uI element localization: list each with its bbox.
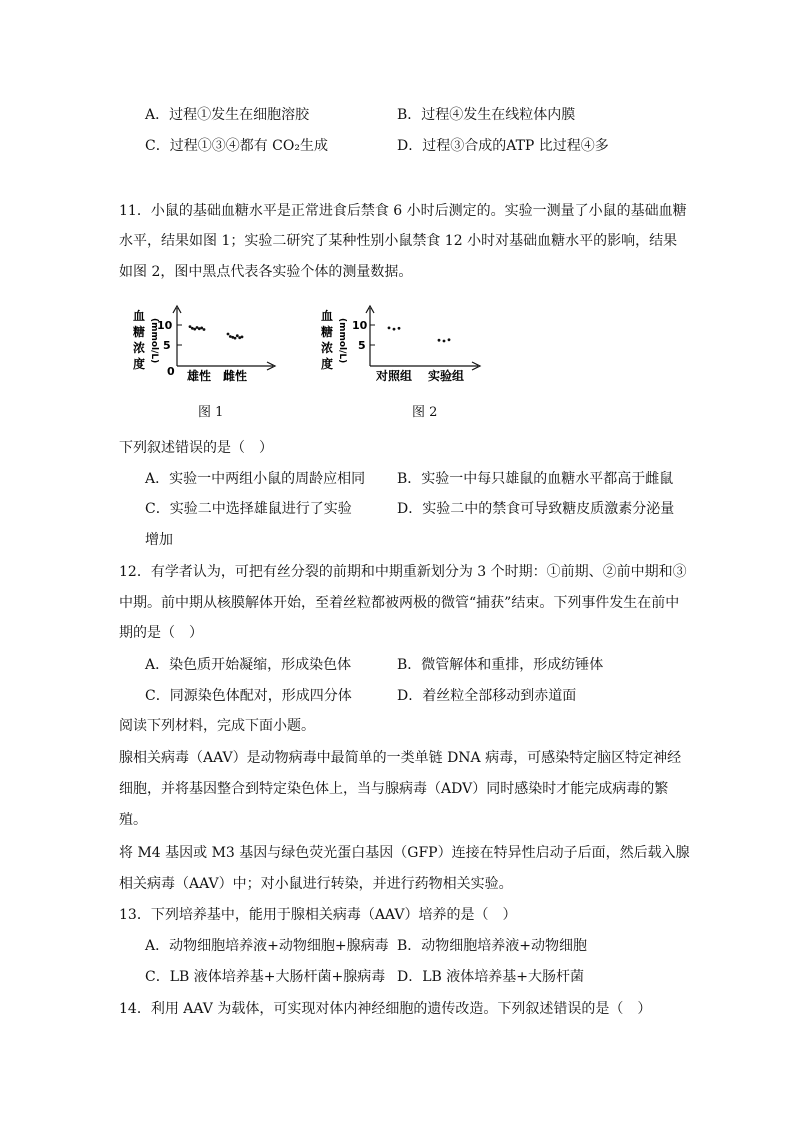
- fig1-tick-10: 10: [157, 319, 173, 332]
- q11-option-b: B．实验一中每只雄鼠的血糖水平都高于雌鼠: [397, 471, 674, 487]
- figure-1-scatter: [125, 300, 285, 390]
- fig1-point: [198, 327, 201, 330]
- q10-option-d: D．过程③合成的ATP 比过程④多: [397, 138, 609, 154]
- fig2-point: [398, 327, 401, 330]
- q11-option-c: C．实验二中选择雄鼠进行了实验: [145, 501, 352, 517]
- fig2-point: [438, 339, 441, 342]
- fig2-ylabel-3: 浓: [321, 341, 334, 355]
- fig1-unit: (mmol/L): [149, 318, 159, 364]
- q12-stem-line1: 12．有学者认为，可把有丝分裂的前期和中期重新划分为 3 个时期：①前期、②前中期和③: [119, 564, 687, 580]
- fig1-point: [193, 328, 196, 331]
- q13-option-b: B．动物细胞培养液+动物细胞: [397, 938, 588, 954]
- fig2-ylabel-1: 血: [321, 309, 334, 323]
- fig2-point: [388, 327, 391, 330]
- fig2-ylabel-4: 度: [321, 357, 334, 371]
- fig1-point: [203, 328, 206, 331]
- q11-prompt: 下列叙述错误的是（ ）: [119, 440, 273, 456]
- q13-stem: 13．下列培养基中，能用于腺相关病毒（AAV）培养的是（ ）: [119, 907, 517, 923]
- figure-2-scatter: [318, 300, 488, 390]
- material-p2-line2: 相关病毒（AAV）中；对小鼠进行转染，并进行药物相关实验。: [119, 876, 513, 892]
- q12-option-d: D．着丝粒全部移动到赤道面: [397, 688, 577, 704]
- q11-stem-line2: 水平，结果如图 1；实验二研究了某种性别小鼠禁食 12 小时对基础血糖水平的影响，结果: [119, 233, 678, 249]
- q14-stem: 14．利用 AAV 为载体，可实现对体内神经细胞的遗传改造。下列叙述错误的是（ ）: [119, 1001, 652, 1017]
- fig1-point: [236, 334, 239, 337]
- q11-stem-line3: 如图 2，图中黑点代表各实验个体的测量数据。: [119, 264, 413, 280]
- q13-option-d: D．LB 液体培养基+大肠杆菌: [397, 969, 584, 985]
- material-p2-line1: 将 M4 基因或 M3 基因与绿色荧光蛋白基因（GFP）连接在特异性启动子后面，然后载入腺: [119, 845, 690, 861]
- fig2-tick-5: 5: [358, 339, 366, 352]
- figure-1-caption: 图 1: [198, 405, 224, 420]
- fig2-unit: (mmol/L): [337, 318, 347, 364]
- q10-option-c: C．过程①③④都有 CO₂生成: [145, 138, 328, 154]
- q12-stem-line2: 中期。前中期从核膜解体开始，至着丝粒都被两极的微管“捕获”结束。下列事件发生在前中: [119, 595, 680, 611]
- material-p1-line3: 殖。: [119, 812, 147, 828]
- q12-option-a: A．染色质开始凝缩，形成染色体: [145, 657, 352, 673]
- fig1-point: [189, 325, 192, 328]
- fig1-cat-1: 雄性: [187, 369, 212, 383]
- q13-option-c: C．LB 液体培养基+大肠杆菌+腺病毒: [145, 969, 386, 985]
- material-intro: 阅读下列材料，完成下面小题。: [119, 718, 315, 734]
- fig2-point: [443, 340, 446, 343]
- q10-option-a: A．过程①发生在细胞溶胶: [145, 107, 310, 123]
- fig1-tick-0: 0: [167, 365, 175, 378]
- fig1-ylabel-3: 浓: [133, 341, 146, 355]
- fig1-point: [200, 327, 203, 330]
- material-p1-line1: 腺相关病毒（AAV）是动物病毒中最简单的一类单链 DNA 病毒，可感染特定脑区特定神经: [119, 750, 682, 766]
- fig2-tick-10: 10: [352, 319, 368, 332]
- fig1-point: [229, 335, 232, 338]
- fig1-point: [241, 336, 244, 339]
- material-p1-line2: 细胞，并将基因整合到特定染色体上，当与腺病毒（ADV）同时感染时才能完成病毒的繁: [119, 781, 669, 797]
- fig1-ylabel-4: 度: [133, 357, 146, 371]
- fig2-cat-2: 实验组: [428, 369, 465, 383]
- q11-stem-line1: 11．小鼠的基础血糖水平是正常进食后禁食 6 小时后测定的。实验一测量了小鼠的基础血糖: [119, 203, 687, 219]
- fig1-point: [227, 333, 230, 336]
- q12-stem-line3: 期的是（ ）: [119, 625, 203, 641]
- q13-option-a: A．动物细胞培养液+动物细胞+腺病毒: [145, 938, 389, 954]
- figure-2-caption: 图 2: [412, 405, 438, 420]
- fig1-point: [234, 337, 237, 340]
- fig1-point: [191, 327, 194, 330]
- q11-option-a: A．实验一中两组小鼠的周龄应相同: [145, 471, 366, 487]
- fig2-ylabel-2: 糖: [321, 325, 334, 339]
- fig2-point: [448, 338, 451, 341]
- fig1-ylabel-2: 糖: [133, 325, 146, 339]
- fig1-ylabel-1: 血: [133, 309, 146, 323]
- q12-option-b: B．微管解体和重排，形成纺锤体: [397, 657, 604, 673]
- q11-option-d: D．实验二中的禁食可导致糖皮质激素分泌量: [397, 501, 675, 517]
- q10-option-b: B．过程④发生在线粒体内膜: [397, 107, 576, 123]
- fig2-point: [393, 328, 396, 331]
- fig1-cat-2: 雌性: [223, 369, 248, 383]
- fig2-cat-1: 对照组: [376, 369, 413, 383]
- q12-option-c: C．同源染色体配对，形成四分体: [145, 688, 352, 704]
- fig1-tick-5: 5: [163, 339, 171, 352]
- q11-option-d-cont: 增加: [145, 532, 173, 548]
